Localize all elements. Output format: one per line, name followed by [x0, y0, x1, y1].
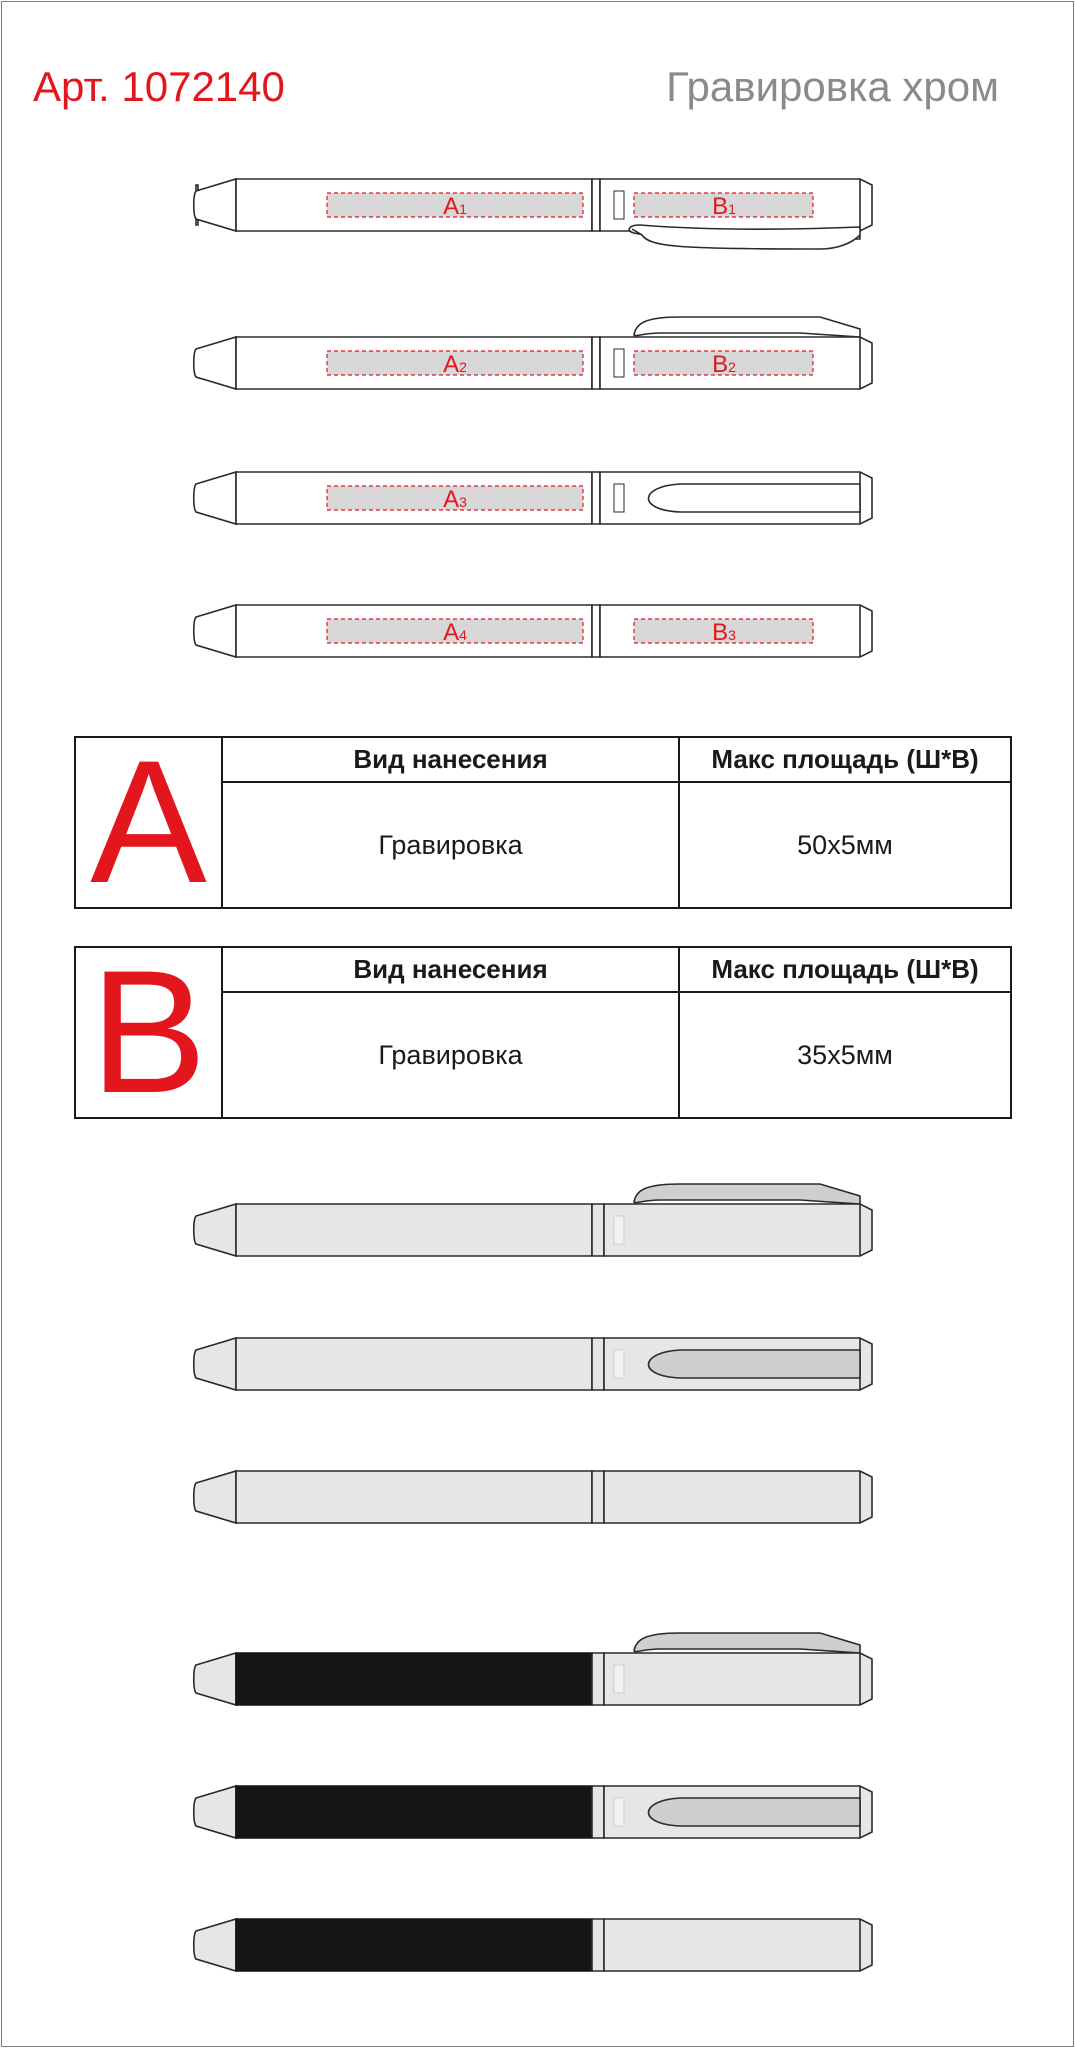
spec-table-b — [74, 934, 1012, 1130]
pen-view-2 — [194, 317, 872, 389]
pen-view-1 — [194, 179, 872, 249]
method-column-header: Вид нанесения — [222, 737, 679, 782]
black-pen-view-3 — [194, 1919, 872, 1971]
chrome-pen-view-3 — [194, 1471, 872, 1523]
area-value: 35х5мм — [679, 992, 1011, 1118]
black-pen-view-2 — [194, 1786, 872, 1838]
method-title: Гравировка хром — [666, 63, 999, 110]
method-value: Гравировка — [222, 782, 679, 908]
chrome-pen-view-1 — [194, 1184, 872, 1256]
black-pen-view-1 — [194, 1633, 872, 1705]
pen-view-4 — [194, 605, 872, 657]
zone-b1-label: B1 — [712, 193, 736, 220]
zone-letter-b: B — [75, 947, 222, 1118]
pen-view-3 — [194, 472, 872, 524]
zone-a2-label: A2 — [443, 351, 467, 378]
method-value: Гравировка — [222, 992, 679, 1118]
zone-a1-label: A1 — [443, 193, 467, 220]
area-column-header: Макс площадь (Ш*В) — [679, 737, 1011, 782]
method-column-header: Вид нанесения — [222, 947, 679, 992]
zone-a4-label: A4 — [443, 619, 467, 646]
zone-b2-label: B2 — [712, 351, 736, 378]
spec-table-a — [74, 724, 1012, 920]
area-column-header: Макс площадь (Ш*В) — [679, 947, 1011, 992]
zone-letter-a: A — [75, 737, 222, 908]
article-number: Арт. 1072140 — [33, 63, 285, 110]
zone-a3-label: A3 — [443, 486, 467, 513]
chrome-pen-view-2 — [194, 1338, 872, 1390]
zone-b3-label: B3 — [712, 619, 736, 646]
area-value: 50х5мм — [679, 782, 1011, 908]
